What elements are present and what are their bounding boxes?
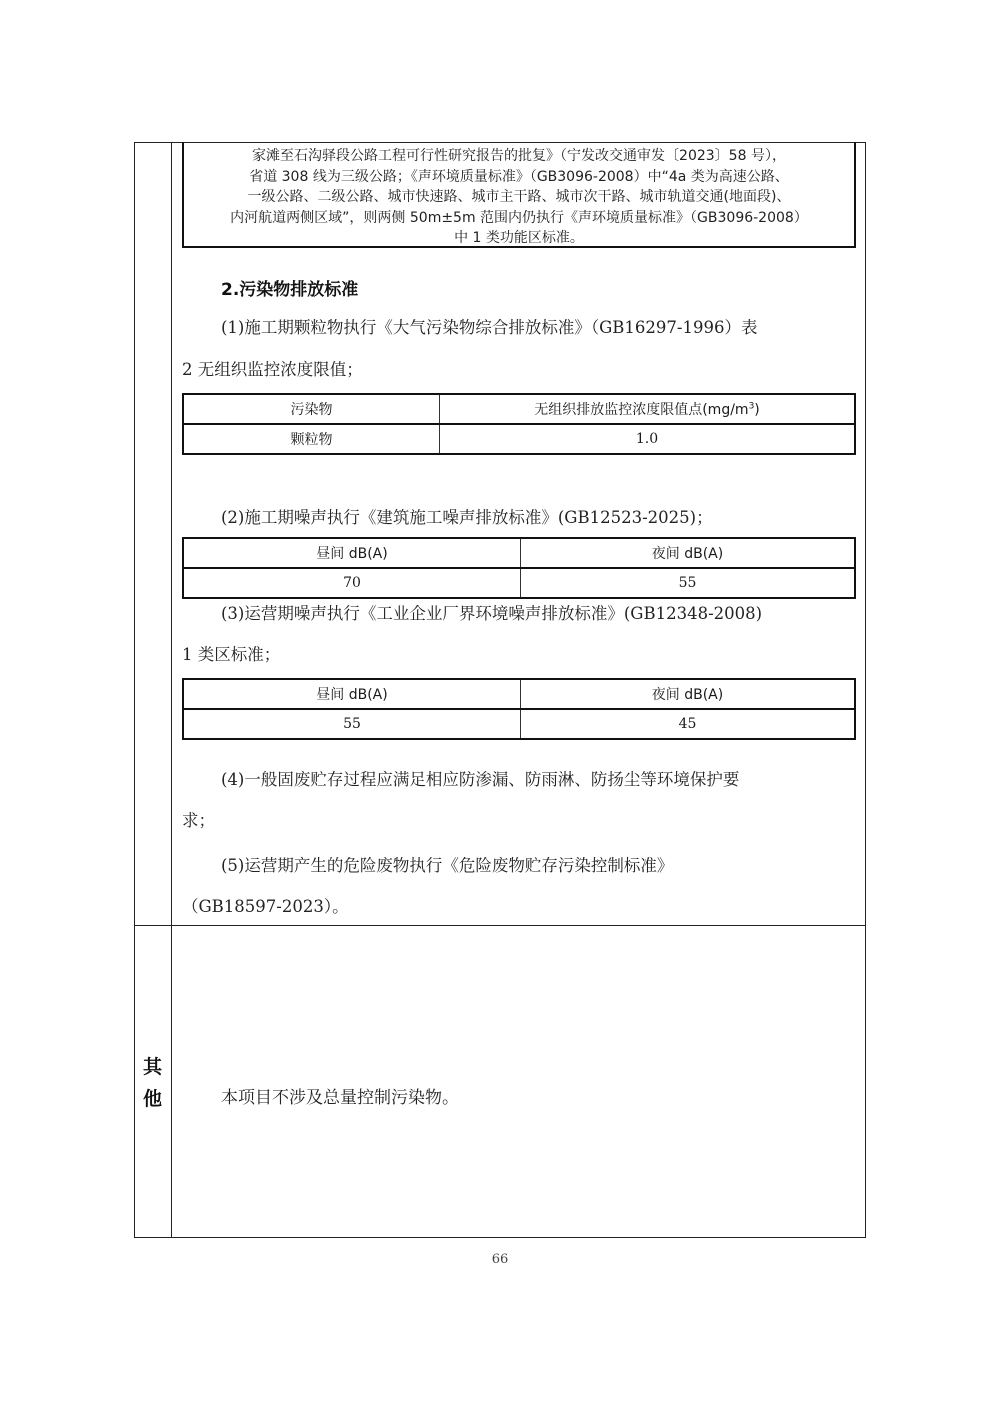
table-row [183, 568, 855, 598]
header-limit-close: ) [754, 402, 760, 418]
item5-line2: （GB18597-2023）。 [182, 897, 349, 916]
item3-line2: 1 类区标准； [182, 645, 281, 664]
table-header-row [183, 679, 855, 709]
note-line: 中 1 类功能区标准。 [454, 230, 584, 246]
cell-day: 55 [183, 709, 521, 739]
column-divider [171, 142, 172, 1238]
cell-night: 55 [521, 568, 856, 598]
section-label-other-1: 其 [142, 1056, 162, 1078]
note-line: 省道 308 线为三级公路；《声环境质量标准》（GB3096-2008）中“4a 类为高速公路、 [249, 168, 789, 185]
table-header-row [183, 394, 855, 424]
note-line: 家滩至石沟驿段公路工程可行性研究报告的批复》（宁发改交通审发〔2023〕58 号）， [252, 148, 786, 164]
section-heading: 2.污染物排放标准 [221, 280, 359, 300]
header-pollutant: 污染物 [183, 394, 440, 424]
carryover-note-box [182, 142, 856, 248]
cell-limit-value: 1.0 [440, 424, 856, 454]
header-limit-text: 无组织排放监控浓度限值点(mg/m [534, 402, 749, 418]
note-line: 一级公路、二级公路、城市快速路、城市主干路、城市次干路、城市轨道交通(地面段)、 [247, 189, 791, 205]
item2-line1: (2)施工期噪声执行《建筑施工噪声排放标准》(GB12523-2025)； [221, 508, 713, 527]
header-night: 夜间 dB(A) [521, 679, 856, 709]
construction-noise-table [182, 537, 856, 599]
item1-line2: 2 无组织监控浓度限值； [182, 360, 363, 379]
page-number: 66 [491, 1252, 509, 1267]
table-row [183, 709, 855, 739]
item5-line1: (5)运营期产生的危险废物执行《危险废物贮存污染控制标准》 [221, 856, 674, 875]
item1-line1: (1)施工期颗粒物执行《大气污染物综合排放标准》（GB16297-1996）表 [221, 318, 758, 337]
cell-night: 45 [521, 709, 856, 739]
row-divider [134, 925, 866, 926]
header-limit-sup: 3 [748, 401, 755, 412]
section-label-other-2: 他 [142, 1088, 162, 1110]
cell-day: 70 [183, 568, 521, 598]
operation-noise-table [182, 678, 856, 740]
table-row [183, 424, 855, 454]
item4-line2: 求； [182, 811, 215, 830]
item4-line1: (4)一般固废贮存过程应满足相应防渗漏、防雨淋、防扬尘等环境保护要 [221, 770, 740, 789]
header-limit [440, 394, 856, 424]
header-night: 夜间 dB(A) [521, 538, 856, 568]
item3-line1: (3)运营期噪声执行《工业企业厂界环境噪声排放标准》(GB12348-2008) [221, 604, 763, 623]
header-day: 昼间 dB(A) [183, 538, 521, 568]
table-header-row [183, 538, 855, 568]
other-statement: 本项目不涉及总量控制污染物。 [221, 1088, 459, 1108]
note-line: 内河航道两侧区域”，则两侧 50m±5m 范围内仍执行《声环境质量标准》（GB3096-2008） [230, 209, 808, 226]
cell-pollutant: 颗粒物 [183, 424, 440, 454]
header-day: 昼间 dB(A) [183, 679, 521, 709]
particulate-limit-table [182, 393, 856, 455]
